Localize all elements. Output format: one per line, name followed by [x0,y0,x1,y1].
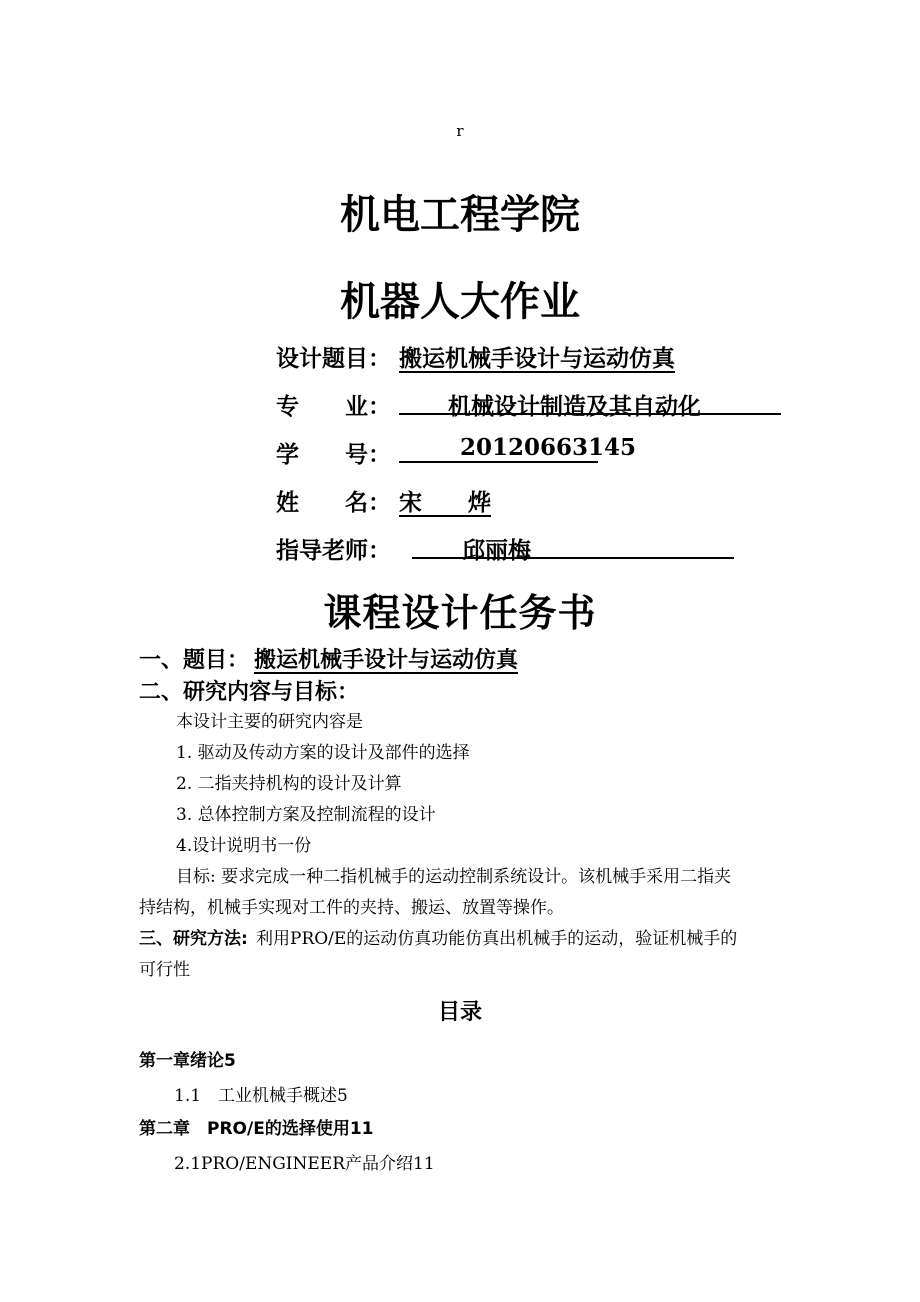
toc-title: 目录 [437,1000,482,1025]
student-id-value: 20120663145 [460,434,637,461]
advisor-value: 邱丽梅 [462,538,531,564]
major-value: 机械设计制造及其自动化 [448,394,701,420]
major-underline [399,413,781,415]
method-heading: 三、研究方法: [139,929,248,949]
research-intro: 本设计主要的研究内容是 [176,712,363,732]
student-id-underline [399,461,598,463]
name-value: 宋 烨 [399,490,491,516]
goal-line-2: 持结构，机械手实现对工件的夹持、搬运、放置等操作。 [139,898,564,918]
method-line-2: 可行性 [139,960,190,980]
advisor-underline [412,557,734,559]
topic-text: 搬运机械手设计与运动仿真 [254,648,519,673]
research-item-2: 2. 二指夹持机构的设计及计算 [176,774,402,794]
student-id-label: 学 号： [276,442,391,468]
name-label: 姓 名： [276,490,391,516]
major-label: 专 业： [276,394,391,420]
topic-label: 设计题目： [276,346,391,372]
goal-line-1: 目标: 要求完成一种二指机械手的运动控制系统设计。该机械手采用二指夹 [176,867,732,887]
method-line-1: 利用PRO/E的运动仿真功能仿真出机械手的运动，验证机械手的 [256,929,738,949]
school-name: 机电工程学院 [340,192,580,238]
toc-entry-section-1-1[interactable]: 1.1 工业机械手概述5 [174,1086,348,1106]
toc-entry-section-2-1[interactable]: 2.1PRO/ENGINEER产品介绍11 [174,1154,435,1174]
toc-entry-chapter-1[interactable]: 第一章绪论5 [139,1051,236,1071]
topic-heading: 一、题目： [139,648,250,673]
task-book-title: 课程设计任务书 [323,590,597,635]
header-marker: r [456,122,464,140]
toc-entry-chapter-2[interactable]: 第二章 PRO/E的选择使用11 [139,1119,374,1139]
research-item-1: 1. 驱动及传动方案的设计及部件的选择 [176,743,470,763]
research-heading: 二、研究内容与目标： [139,680,360,705]
research-item-3: 3. 总体控制方案及控制流程的设计 [176,805,436,825]
topic-value: 搬运机械手设计与运动仿真 [399,346,675,372]
course-title: 机器人大作业 [340,279,580,325]
advisor-label: 指导老师： [276,538,391,564]
research-item-4: 4.设计说明书一份 [176,836,312,856]
